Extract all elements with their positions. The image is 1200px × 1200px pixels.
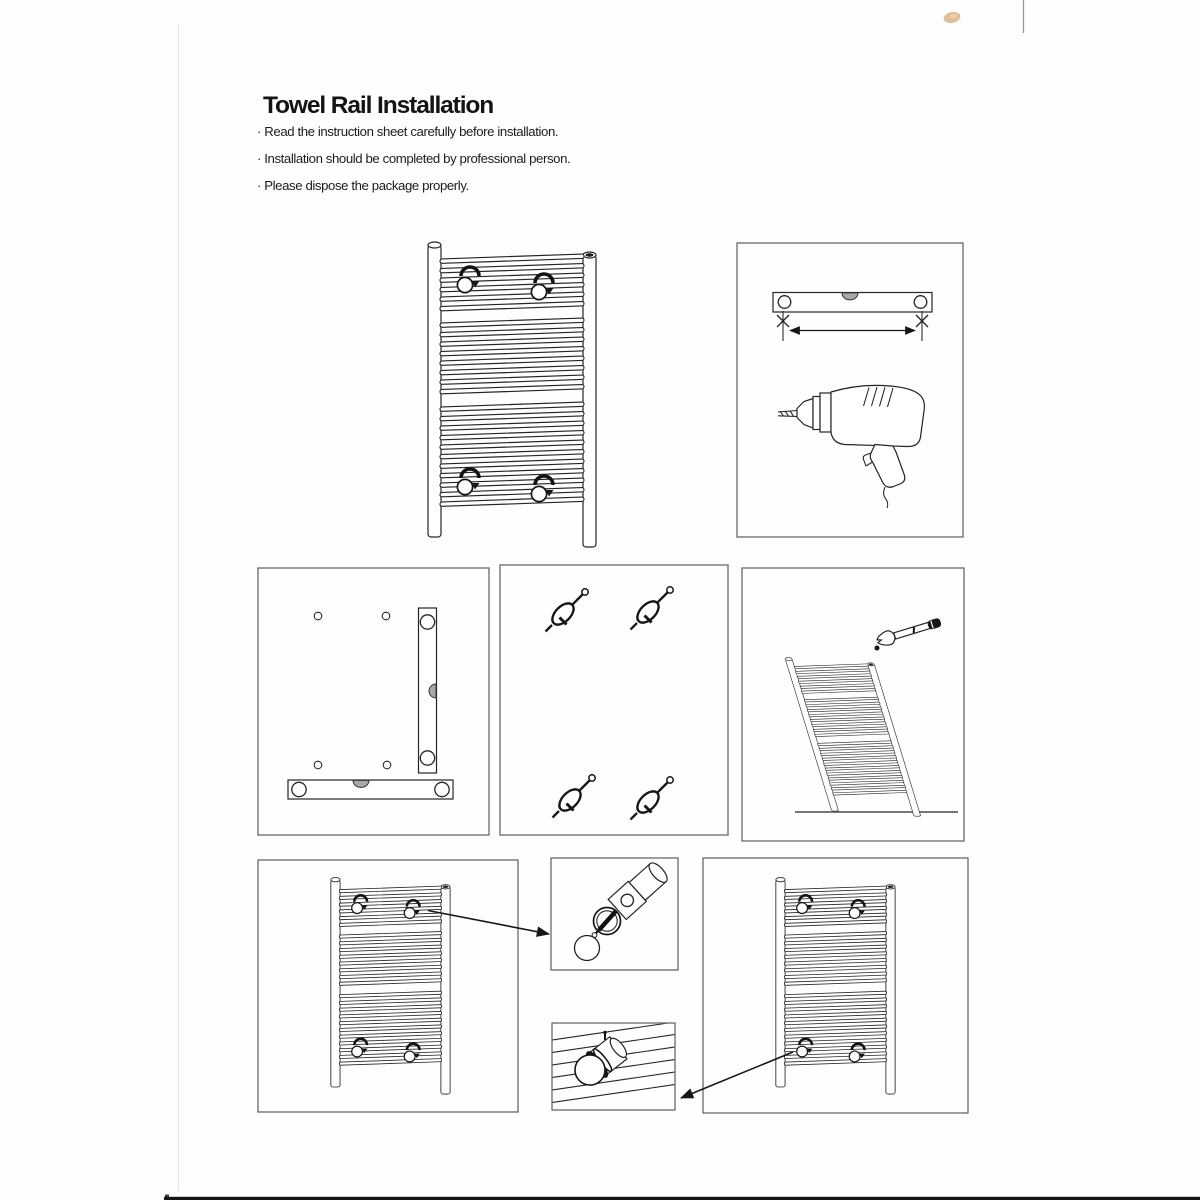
horizontal-level-icon (288, 780, 453, 799)
measure-guide (783, 311, 922, 341)
hole-mark (383, 761, 391, 769)
panel-wall-hole-marks (258, 568, 489, 835)
instruction-bullet: · Read the instruction sheet carefully before installation. (257, 124, 559, 139)
hole-mark (314, 612, 322, 620)
hole-mark (382, 612, 390, 620)
wall-plug-icon (631, 777, 674, 820)
hole-mark (314, 761, 322, 769)
spanner-icon (875, 615, 942, 648)
instruction-bullet: · Installation should be completed by professional person. (257, 151, 571, 166)
panel-tilted-rail (742, 568, 964, 841)
wall-plug-icon (553, 775, 596, 818)
scan-stain (943, 10, 962, 24)
bracket-cover-cylinder (569, 1033, 632, 1091)
panel-bracket-exploded-detail (551, 858, 678, 970)
tilted-towel-rail (785, 658, 921, 817)
panel-wall-plugs (500, 565, 728, 835)
bracket-cylinder (608, 859, 671, 920)
panel-mounted-rail-left (258, 860, 518, 1112)
panel-level-marking-and-drill (737, 243, 963, 537)
panel-mounted-rail-right (703, 858, 968, 1113)
drill-icon (778, 385, 924, 508)
wall-plug-icon (546, 589, 589, 632)
vertical-level-icon (419, 608, 437, 773)
spirit-level-icon (773, 293, 932, 313)
bracket-ring-and-screw (594, 908, 621, 935)
towel-rail-overview-diagram (428, 242, 596, 547)
instruction-bullet: · Please dispose the package properly. (257, 178, 469, 193)
vent-plug-dot (875, 646, 880, 651)
wall-plug-icon (631, 587, 674, 630)
page-title: Towel Rail Installation (263, 92, 494, 119)
panel-bracket-cover-detail (552, 1022, 675, 1110)
tiny-screw (603, 1031, 607, 1040)
scan-artifacts (164, 0, 1200, 1200)
cover-cap-circle (575, 936, 600, 961)
